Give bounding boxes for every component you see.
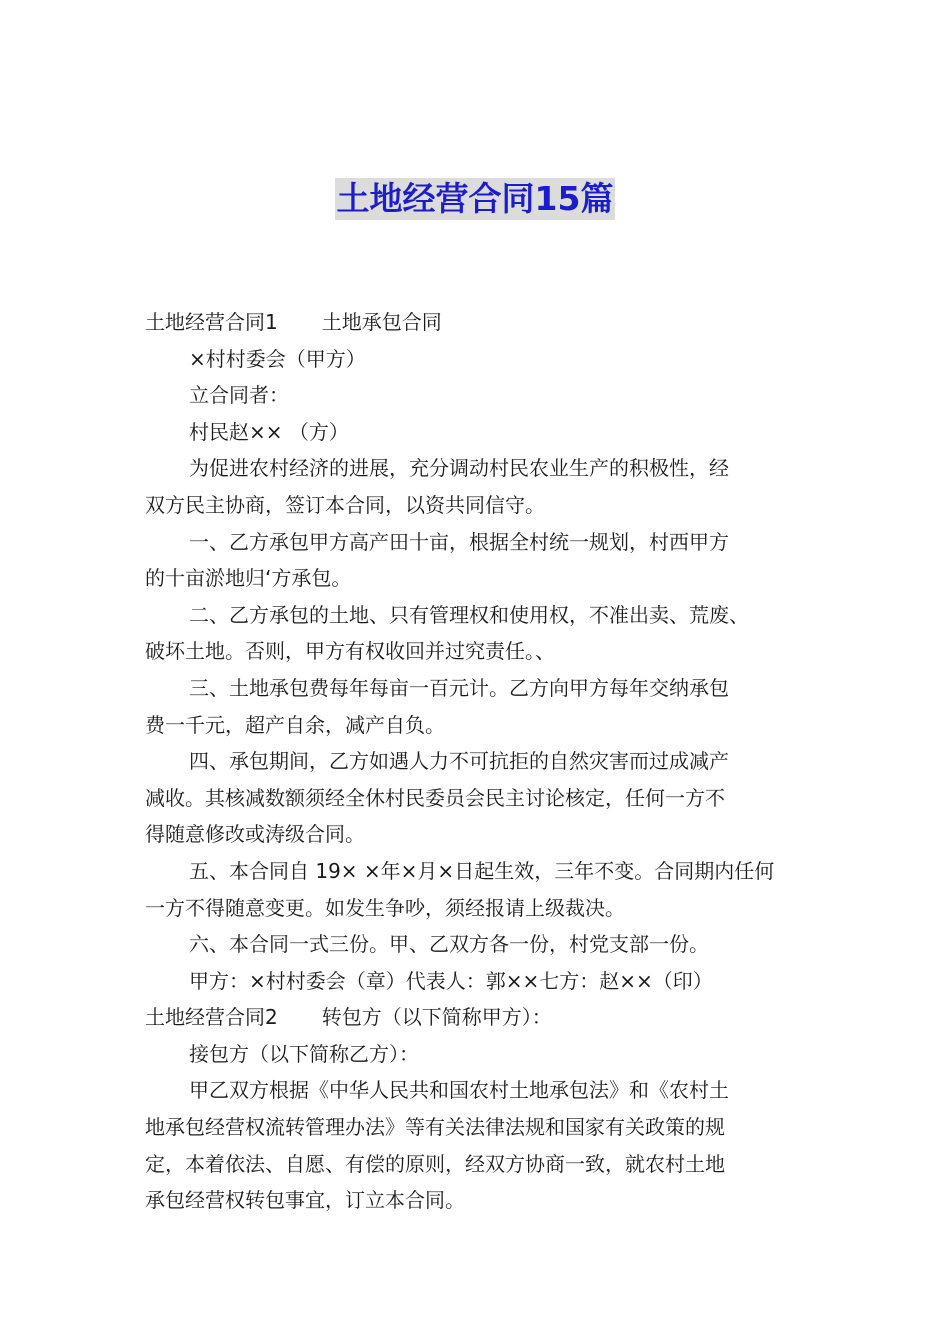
text-line: [145, 743, 825, 780]
text-line: [145, 414, 825, 451]
line-text: 甲乙双方根据《中华人民共和国农村土地承包法》和《农村土: [189, 1078, 729, 1103]
text-line: [145, 670, 825, 707]
text-line: [145, 780, 825, 817]
text-line: [145, 707, 825, 744]
text-line: [145, 1146, 825, 1183]
section-heading: 土地经营合同1: [145, 310, 278, 334]
section-subheading: 土地承包合同: [321, 310, 442, 334]
text-line: [145, 304, 825, 341]
text-line: [145, 597, 825, 634]
line-text: 的十亩淤地归‘方承包。: [145, 566, 352, 591]
title-container: [0, 178, 950, 220]
document-title: 土地经营合同15篇: [336, 179, 614, 218]
line-text: 立合同者：: [189, 383, 289, 408]
line-text: 破坏土地。否则，甲方有权收回并过究责任。、: [145, 639, 555, 664]
text-line: [145, 1109, 825, 1146]
section-subheading: 转包方（以下简称甲方）：: [321, 1005, 552, 1030]
text-line: [145, 1036, 825, 1073]
text-line: [145, 926, 825, 963]
line-text: 双方民主协商，签订本合同，以资共同信守。: [145, 492, 545, 517]
text-line: [145, 853, 825, 890]
text-line: [145, 560, 825, 597]
text-line: [145, 377, 825, 414]
text-line: [145, 890, 825, 927]
line-text: 一方不得随意变更。如发生争吵，须经报请上级裁决。: [145, 895, 625, 920]
line-text: 接包方（以下简称乙方）：: [189, 1041, 419, 1066]
text-line: [145, 341, 825, 378]
line-text: 二、乙方承包的土地、只有管理权和使用权，不准出卖、荒废、: [189, 602, 749, 627]
document-body: [145, 304, 825, 1219]
text-line: [145, 450, 825, 487]
text-line: [145, 524, 825, 561]
text-line: [145, 487, 825, 524]
line-text: 地承包经营权流转管理办法》等有关法律法规和国家有关政策的规: [145, 1115, 725, 1140]
line-text: 六、本合同一式三份。甲、乙双方各一份，村党支部一份。: [189, 932, 709, 957]
text-line: [145, 1072, 825, 1109]
line-text: 承包经营权转包事宜，订立本合同。: [145, 1188, 465, 1213]
text-line: [145, 1182, 825, 1219]
text-line: [145, 816, 825, 853]
line-text: 一、乙方承包甲方高产田十亩，根据全村统一规划，村西甲方: [189, 529, 729, 554]
line-text: 费一千元，超产自余，减产自负。: [145, 712, 445, 737]
text-line: [145, 633, 825, 670]
line-text: 四、承包期间，乙方如遇人力不可抗拒的自然灾害而过成减产: [189, 749, 729, 774]
line-text: 村民赵×× （方）: [189, 419, 349, 444]
line-text: 三、土地承包费每年每亩一百元计。乙方向甲方每年交纳承包: [189, 675, 729, 700]
line-text: 甲方：×村村委会（章）代表人：郭××七方：赵××（印）: [189, 968, 713, 993]
line-text: 定，本着依法、自愿、有偿的原则，经双方协商一致，就农村土地: [145, 1151, 725, 1176]
text-line: [145, 999, 825, 1036]
line-text: 减收。其核减数额须经全休村民委员会民主讨论核定，任何一方不: [145, 785, 725, 810]
line-text: 得随意修改或涛级合同。: [145, 822, 365, 847]
line-text: 为促进农村经济的进展，充分调动村民农业生产的积极性，经: [189, 456, 729, 481]
line-text: 五、本合同自 19× ×年×月×日起生效，三年不变。合同期内任何: [189, 858, 775, 883]
line-text: ×村村委会（甲方）: [189, 346, 366, 371]
section-heading: 土地经营合同2: [145, 1005, 278, 1030]
text-line: [145, 963, 825, 1000]
